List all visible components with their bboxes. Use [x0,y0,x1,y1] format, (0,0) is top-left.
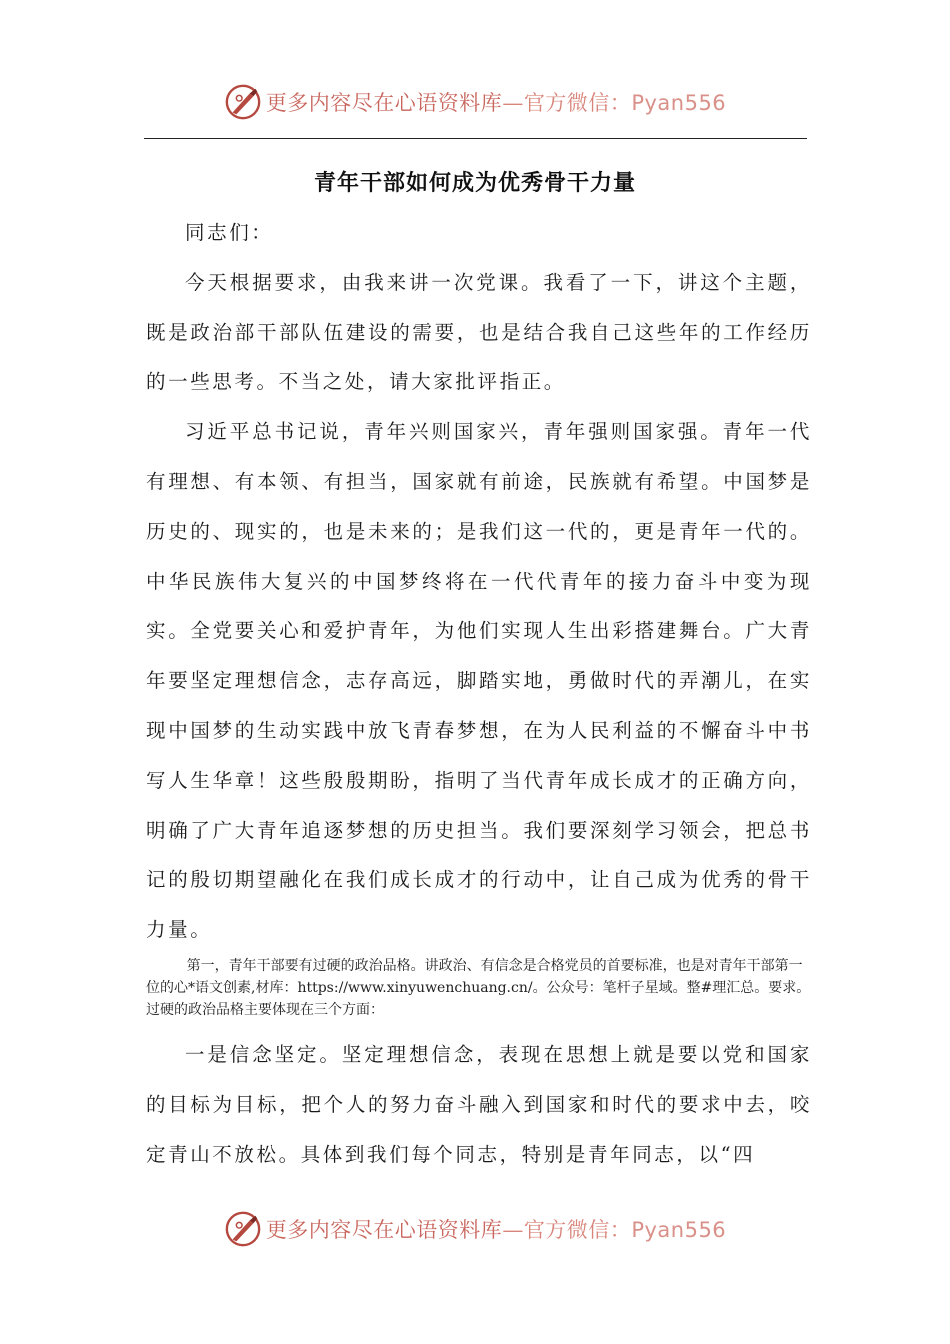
document-title: 青年干部如何成为优秀骨干力量 [313,171,636,196]
small-print-paragraph: 第一，青年干部要有过硬的政治品格。讲政治、有信念是合格党员的首要标准，也是对青年干部第一位的心*语文创素,材库：https://www.xinyuwenchuang.cn/。公众号：笔杆子星域。整#理汇总。要求。过硬的政治品格主要体现在三个方面： [146,958,811,1018]
header-divider [144,138,807,139]
paragraph: 习近平总书记说，青年兴则国家兴，青年强则国家强。青年一代有理想、有本领、有担当，国家就有前途，民族就有希望。中国梦是历史的、现实的，也是未来的；是我们这一代的，更是青年一代的。中华民族伟大复兴的中国梦终将在一代代青年的接力奋斗中变为现实。全党要关心和爱护青年，为他们实现人生出彩搭建舞台。广大青年要坚定理想信念，志存高远，脚踏实地，勇做时代的弄潮儿，在实现中国梦的生动实践中放飞青春梦想，在为人民利益的不懈奋斗中书写人生华章！这些殷殷期盼，指明了当代青年成长成才的正确方向，明确了广大青年追逐梦想的历史担当。我们要深刻学习领会，把总书记的殷切期望融化在我们成长成才的行动中，让自己成为优秀的骨干力量。 [146,420,812,942]
banner-text: 更多内容尽在心语资料库—官方微信：Pyan556 [265,91,727,115]
paragraph: 今天根据要求，由我来讲一次党课。我看了一下，讲这个主题，既是政治部干部队伍建设的需要，也是结合我自己这些年的工作经历的一些思考。不当之处，请大家批评指正。 [146,270,812,394]
document-body [146,208,812,955]
footer-watermark-banner [0,1207,950,1251]
salutation: 同志们： [185,221,274,244]
banner-text: 更多内容尽在心语资料库—官方微信：Pyan556 [265,1218,727,1242]
pen-logo-icon [224,83,262,121]
header-watermark-banner [0,80,950,124]
document-body-continued [146,1030,812,1179]
paragraph: 一是信念坚定。坚定理想信念，表现在思想上就是要以党和国家的目标为目标，把个人的努力奋斗融入到国家和时代的要求中去，咬定青山不放松。具体到我们每个同志，特别是青年同志，以“四 [146,1043,812,1166]
pen-logo-icon [224,1210,262,1248]
